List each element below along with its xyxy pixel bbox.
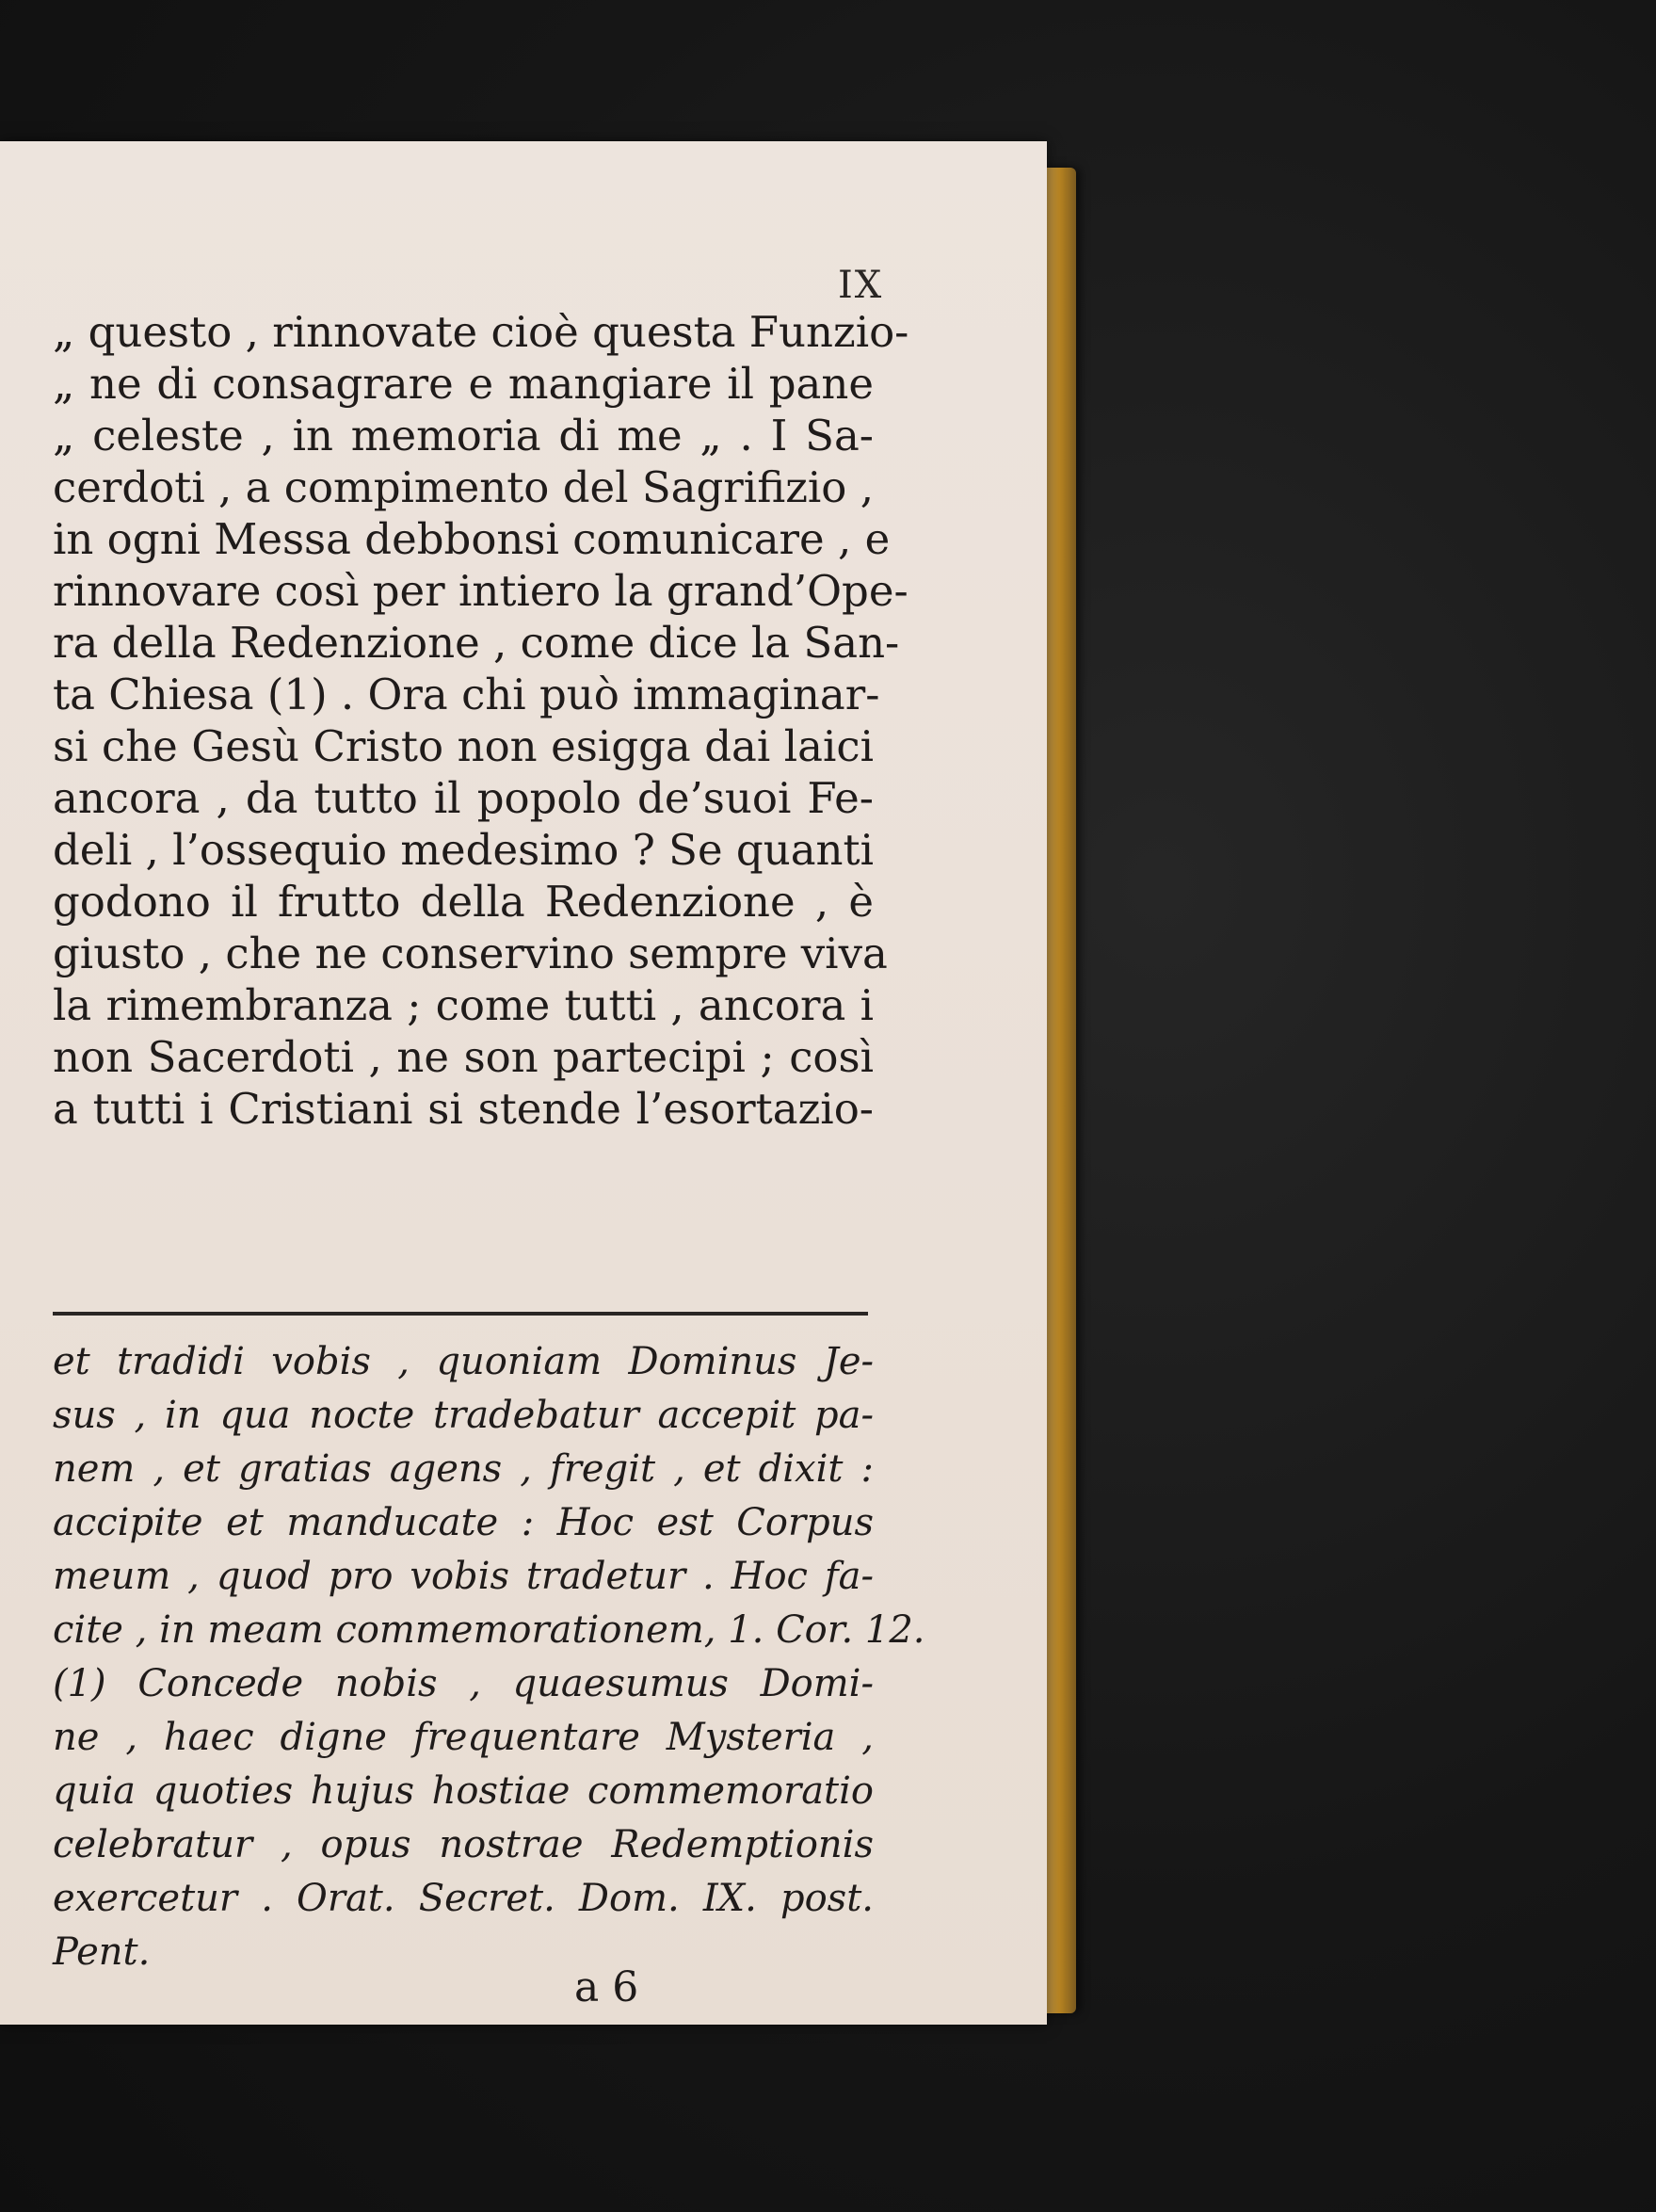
text-line-15: non Sacerdoti , ne son partecipi ; così xyxy=(53,1032,874,1082)
note-line-10: celebratur , opus nostrae Redemptionis xyxy=(53,1823,874,1866)
text-line-8: ta Chiesa (1) . Ora chi può immaginar- xyxy=(53,670,880,719)
page-number: IX xyxy=(838,264,884,307)
note-line-3: nem , et gratias agens , fregit , et dixit : xyxy=(53,1447,874,1491)
note-line-12: Pent. xyxy=(53,1930,151,1974)
text-line-16: a tutti i Cristiani si stende l’esortazio- xyxy=(53,1084,874,1134)
book-page xyxy=(0,141,1047,2025)
footnote-divider xyxy=(53,1312,868,1316)
note-line-9: quia quoties hujus hostiae commemoratio xyxy=(53,1769,874,1813)
text-line-12: godono il frutto della Redenzione , è xyxy=(53,877,874,927)
signature-mark: a 6 xyxy=(574,1963,639,2011)
text-line-9: si che Gesù Cristo non esigga dai laici xyxy=(53,721,874,771)
text-line-6: rinnovare così per intiero la grand’Ope- xyxy=(53,566,908,616)
note-line-2: sus , in qua nocte tradebatur accepit pa- xyxy=(53,1394,874,1437)
text-line-3: „ celeste , in memoria di me „ . I Sa- xyxy=(53,411,874,460)
note-line-5: meum , quod pro vobis tradetur . Hoc fa- xyxy=(53,1555,874,1598)
text-line-2: „ ne di consagrare e mangiare il pane xyxy=(53,359,874,409)
note-line-6: cite , in meam commemorationem, 1. Cor. 12. xyxy=(53,1608,925,1652)
note-line-8: ne , haec digne frequentare Mysteria , xyxy=(53,1716,874,1759)
note-line-1: et tradidi vobis , quoniam Dominus Je- xyxy=(53,1340,874,1383)
text-line-5: in ogni Messa debbonsi comunicare , e xyxy=(53,514,891,564)
text-line-1: „ questo , rinnovate cioè questa Funzio- xyxy=(53,307,909,357)
text-line-14: la rimembranza ; come tutti , ancora i xyxy=(53,980,874,1030)
text-line-13: giusto , che ne conservino sempre viva xyxy=(53,928,888,978)
note-line-11: exercetur . Orat. Secret. Dom. IX. post. xyxy=(53,1877,874,1920)
text-line-10: ancora , da tutto il popolo de’suoi Fe- xyxy=(53,773,874,823)
main-text-block xyxy=(53,306,909,1135)
note-line-4: accipite et manducate : Hoc est Corpus xyxy=(53,1501,874,1544)
note-line-7: (1) Concede nobis , quaesumus Domi- xyxy=(53,1662,874,1705)
text-line-7: ra della Redenzione , come dice la San- xyxy=(53,618,900,668)
text-line-4: cerdoti , a compimento del Sagrifizio , xyxy=(53,462,875,512)
footnotes-block xyxy=(53,1335,925,1979)
text-line-11: deli , l’ossequio medesimo ? Se quanti xyxy=(53,825,874,875)
